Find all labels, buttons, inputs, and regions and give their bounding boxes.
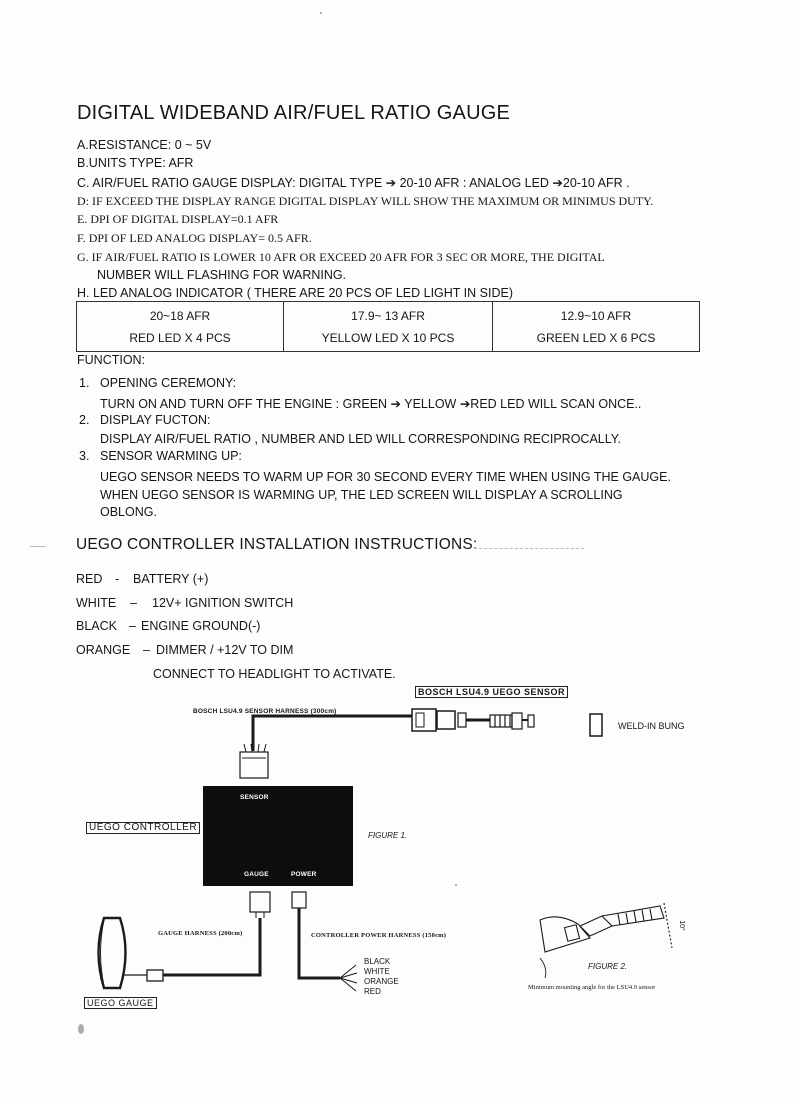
weld-bung-label: WELD-IN BUNG [618,721,685,731]
power-harness-cable [299,908,340,978]
wire-color-red: RED [364,987,381,996]
sensor-harness-label: BOSCH LSU4.9 SENSOR HARNESS (300cm) [193,708,337,715]
gauge-harness-label: GAUGE HARNESS (200cm) [158,930,243,937]
sensor-port-label: SENSOR [240,794,269,801]
spec-c: C. AIR/FUEL RATIO GAUGE DISPLAY: DIGITAL TYPE ➔ 20-10 AFR : ANALOG LED ➔20-10 AFR . [77,176,630,190]
power-connector [292,892,306,908]
wire-color-orange: ORANGE [364,977,399,986]
spec-g: G. IF AIR/FUEL RATIO IS LOWER 10 AFR OR EXCEED 20 AFR FOR 3 SEC OR MORE, THE DIGITAL [77,250,605,264]
figure2-caption: Minimum mounting angle for the LSU4.9 sensor [528,984,656,991]
function-line: OBLONG. [100,505,157,519]
function-number: 1. [79,376,90,390]
led-count: RED LED X 4 PCS [129,330,231,345]
spec-a: A.RESISTANCE: 0 ~ 5V [77,138,212,152]
gauge-port-label: GAUGE [244,871,269,878]
spec-d: D: IF EXCEED THE DISPLAY RANGE DIGITAL DISPLAY WILL SHOW THE MAXIMUM OR MINIMUS DUTY. [77,194,654,208]
function-number: 2. [79,413,90,427]
wire-description: 12V+ IGNITION SWITCH [152,596,294,610]
wire-description: DIMMER / +12V TO DIM [156,643,294,657]
wire-color: ORANGE [76,643,131,657]
wire-separator: – [130,596,137,610]
function-heading: FUNCTION: [77,353,146,367]
spec-h: H. LED ANALOG INDICATOR ( THERE ARE 20 PCS OF LED LIGHT IN SIDE) [77,286,513,300]
page-title: DIGITAL WIDEBAND AIR/FUEL RATIO GAUGE [77,102,511,124]
sensor-harness-cable [253,716,412,751]
sensor-label: BOSCH LSU4.9 UEGO SENSOR [415,686,568,698]
led-range: 17.9~ 13 AFR [351,308,425,323]
angle-label: 10° [677,920,685,931]
led-count: GREEN LED X 6 PCS [536,330,656,345]
power-harness-label: CONTROLLER POWER HARNESS (150cm) [311,932,447,939]
wire-color-black: BLACK [364,957,391,966]
scan-speck [455,884,457,886]
wire-color: WHITE [76,596,117,610]
gauge-label: UEGO GAUGE [84,997,157,1009]
power-port-label: POWER [291,871,317,878]
function-line: TURN ON AND TURN OFF THE ENGINE : GREEN ➔ YELLOW ➔RED LED WILL SCAN ONCE.. [100,397,642,411]
weld-in-bung-shape [590,714,602,736]
wiring-note: CONNECT TO HEADLIGHT TO ACTIVATE. [153,667,396,681]
spec-e: E. DPI OF DIGITAL DISPLAY=0.1 AFR [77,212,279,226]
scan-speck [78,1024,84,1034]
function-title: SENSOR WARMING UP: [100,449,242,463]
wire-separator: – [143,643,150,657]
function-title: OPENING CEREMONY: [100,376,237,390]
controller-label: UEGO CONTROLLER [86,822,200,834]
led-count: YELLOW LED X 10 PCS [321,330,455,345]
led-range: 20~18 AFR [149,308,211,323]
wire-separator: – [129,619,136,633]
sensor-connector [240,752,268,778]
wire-separator: - [115,572,120,586]
wire-color: BLACK [76,619,117,633]
function-title: DISPLAY FUCTON: [100,413,211,427]
wire-color: RED [76,572,103,586]
function-line: WHEN UEGO SENSOR IS WARMING UP, THE LED SCREEN WILL DISPLAY A SCROLLING [100,488,623,502]
gauge-harness-cable [163,918,260,975]
wire-description: BATTERY (+) [133,572,209,586]
scan-speck [320,12,322,14]
spec-b: B.UNITS TYPE: AFR [77,156,194,170]
wire-description: ENGINE GROUND(-) [141,619,261,633]
wire-color-white: WHITE [364,967,390,976]
spec-g-continued: NUMBER WILL FLASHING FOR WARNING. [97,268,347,282]
led-range: 12.9~10 AFR [560,308,632,323]
function-line: DISPLAY AIR/FUEL RATIO , NUMBER AND LED WILL CORRESPONDING RECIPROCALLY. [100,432,621,446]
figure1-label: FIGURE 1. [368,831,408,840]
bosch-sensor-body [490,713,534,729]
gauge-connector [250,892,270,912]
figure2-label: FIGURE 2. [588,962,628,971]
uego-controller-box [203,786,353,886]
spec-f: F. DPI OF LED ANALOG DISPLAY= 0.5 AFR. [77,231,312,245]
function-line: UEGO SENSOR NEEDS TO WARM UP FOR 30 SECOND EVERY TIME WHEN USING THE GAUGE. [100,470,671,484]
install-heading: UEGO CONTROLLER INSTALLATION INSTRUCTIONS: [76,536,478,553]
function-number: 3. [79,449,90,463]
